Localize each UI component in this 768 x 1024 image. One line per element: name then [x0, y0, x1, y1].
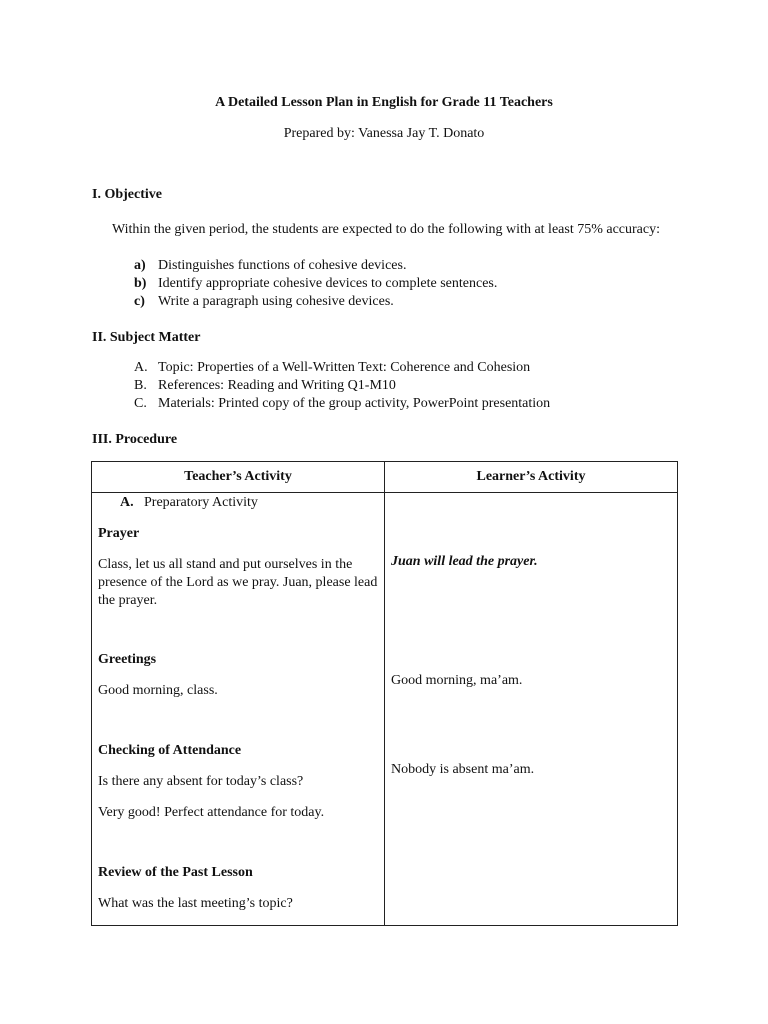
procedure-heading: III. Procedure	[92, 432, 178, 447]
learner-activity-cell	[385, 493, 678, 926]
attendance-question: Is there any absent for today’s class?	[98, 774, 304, 789]
column-header-learner: Learner’s Activity	[385, 462, 678, 493]
list-item: b) Identify appropriate cohesive devices to complete sentences.	[134, 276, 498, 291]
review-heading: Review of the Past Lesson	[98, 865, 253, 880]
subject-matter-list	[134, 359, 550, 413]
document-title: A Detailed Lesson Plan in English for Grade 11 Teachers	[215, 95, 553, 110]
greetings-heading: Greetings	[98, 652, 157, 667]
attendance-response: Very good! Perfect attendance for today.	[98, 805, 325, 820]
table-row	[92, 493, 678, 926]
list-item: B. References: Reading and Writing Q1-M10	[134, 378, 396, 393]
greetings-text: Good morning, class.	[98, 683, 218, 698]
prayer-heading: Prayer	[98, 526, 140, 541]
attendance-heading: Checking of Attendance	[98, 743, 242, 758]
list-item: A. Topic: Properties of a Well-Written Text: Coherence and Cohesion	[134, 360, 531, 375]
column-header-teacher: Teacher’s Activity	[92, 462, 385, 493]
prayer-text: Class, let us all stand and put ourselves in the presence of the Lord as we pray. Juan, please lead the prayer.	[98, 557, 378, 608]
table-header-row	[92, 462, 678, 493]
procedure-table	[91, 461, 678, 926]
prepared-by: Prepared by: Vanessa Jay T. Donato	[283, 126, 485, 141]
teacher-activity-cell	[92, 493, 385, 926]
objective-intro: Within the given period, the students are expected to do the following with at least 75% accuracy:	[112, 222, 660, 237]
list-item: C. Materials: Printed copy of the group activity, PowerPoint presentation	[134, 396, 551, 411]
section-preparatory: A. Preparatory Activity	[120, 495, 258, 510]
list-item: c) Write a paragraph using cohesive devices.	[134, 294, 394, 309]
objective-heading: I. Objective	[92, 187, 162, 202]
learner-attendance: Nobody is absent ma’am.	[391, 762, 535, 777]
subject-matter-heading: II. Subject Matter	[92, 330, 201, 345]
learner-greeting: Good morning, ma’am.	[391, 673, 523, 688]
learner-prayer: Juan will lead the prayer.	[391, 554, 538, 569]
list-item: a) Distinguishes functions of cohesive devices.	[134, 258, 407, 273]
objective-list	[134, 257, 497, 311]
review-question: What was the last meeting’s topic?	[98, 896, 293, 911]
